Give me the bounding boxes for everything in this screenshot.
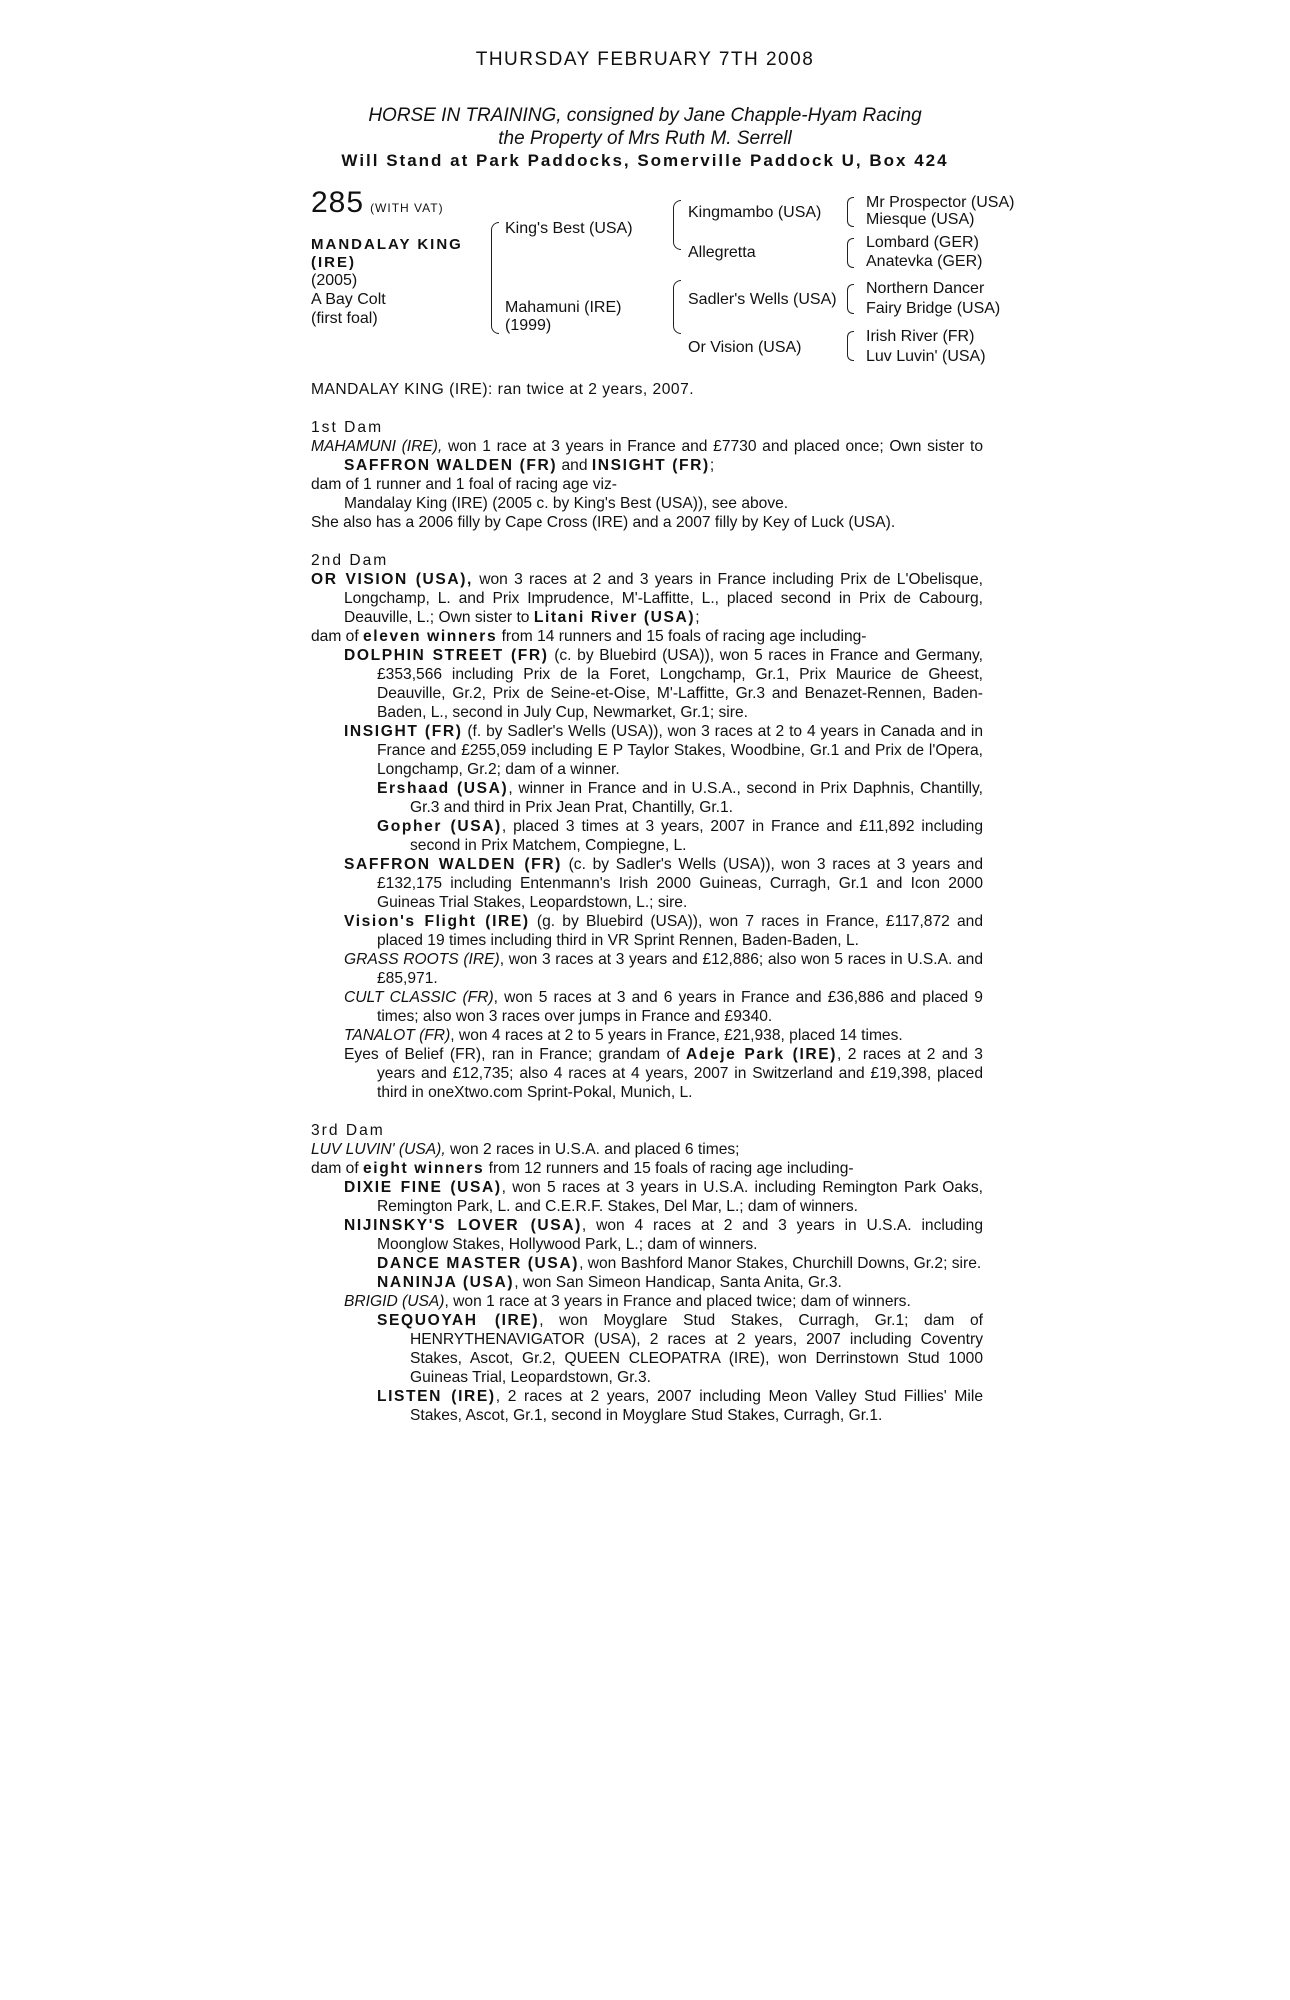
ped-sds: Lombard (GER)	[866, 234, 979, 251]
vat-note: (WITH VAT)	[370, 201, 444, 215]
progeny-name: Eyes of Belief (FR), ran in France; grandam of	[344, 1046, 686, 1063]
horse-year: (2005)	[311, 272, 358, 289]
progeny-entry: NIJINSKY'S LOVER (USA), won 4 races at 2 and 3 years in U.S.A. including Moonglow Stakes, Hollywood Park, L.; dam of winners.	[344, 1217, 983, 1253]
progeny-entry: SAFFRON WALDEN (FR) (c. by Sadler's Wells (USA)), won 3 races at 3 years and £132,175 including Entenmann's Irish 2000 Guineas, Curragh, Gr.1 and Icon 2000 Guineas Trial Stakes, Leopardstown, L.; sire.	[344, 856, 983, 911]
horse-note: (first foal)	[311, 310, 378, 327]
sibling-insight: INSIGHT (FR)	[591, 457, 710, 474]
progeny-name: CULT CLASSIC (FR)	[344, 989, 494, 1006]
third-dam-heading: 3rd Dam	[311, 1122, 385, 1139]
progeny-name: TANALOT (FR)	[344, 1027, 451, 1044]
progeny-name: SEQUOYAH (IRE)	[377, 1312, 540, 1329]
progeny-name: INSIGHT (FR)	[344, 723, 463, 740]
catalogue-text	[311, 380, 983, 1425]
dam-year: (1999)	[505, 317, 552, 334]
consignor-line: HORSE IN TRAINING, consigned by Jane Chapple-Hyam Racing	[368, 105, 922, 126]
second-dam-heading: 2nd Dam	[311, 552, 389, 569]
progeny-entry: CULT CLASSIC (FR), won 5 races at 3 and 6 years in France and £36,886 and placed 9 times; also won 3 races over jumps in France and £9340.	[344, 989, 983, 1025]
progeny-name: Ershaad (USA)	[377, 780, 509, 797]
dam-parents-brace	[673, 280, 681, 334]
third-dam-produce: dam of eight winners from 12 runners and 15 foals of racing age including-	[311, 1160, 854, 1177]
progeny-name: NANINJA (USA)	[377, 1274, 515, 1291]
third-dam-paragraph: LUV LUVIN' (USA), won 2 races in U.S.A. and placed 6 times;	[311, 1141, 740, 1158]
ped-dss: Northern Dancer	[866, 280, 985, 297]
dam-dam: Or Vision (USA)	[688, 339, 802, 356]
third-dam-name: LUV LUVIN' (USA),	[311, 1141, 446, 1158]
third-dam-progeny	[311, 1178, 983, 1425]
progeny-name: DOLPHIN STREET (FR)	[344, 647, 549, 664]
progeny-entry: DANCE MASTER (USA), won Bashford Manor Stakes, Churchill Downs, Gr.2; sire.	[377, 1255, 982, 1272]
sister-litani-river: Litani River (USA)	[533, 609, 696, 626]
brace-or-vision	[847, 331, 854, 361]
progeny-entry: SEQUOYAH (IRE), won Moyglare Stud Stakes, Curragh, Gr.1; dam of HENRYTHENAVIGATOR (USA), 2 races at 2 years, 2007 including Coventry Stakes, Ascot, Gr.2, QUEEN CLEOPATRA (IRE), won Derrinstown Stud 1000 Guineas Trial, Leopardstown, Gr.3.	[377, 1312, 983, 1386]
progeny-entry: DOLPHIN STREET (FR) (c. by Bluebird (USA)), won 5 races in France and Germany, £353,566 including Prix de la Foret, Longchamp, Gr.1, Prix Maurice de Gheest, Deauville, Gr.2, Prix de Seine-et-Oise, M'-Laffitte, Gr.3 and Benazet-Rennen, Baden-Baden, L., second in July Cup, Newmarket, Gr.1; sire.	[344, 647, 983, 721]
progeny-name: DIXIE FINE (USA)	[344, 1179, 502, 1196]
sire-dam: Allegretta	[688, 244, 756, 261]
stabling-line: Will Stand at Park Paddocks, Somerville Paddock U, Box 424	[341, 151, 949, 170]
ped-dsd: Fairy Bridge (USA)	[866, 300, 1001, 317]
second-dam-progeny	[311, 646, 983, 1102]
ped-sdd: Anatevka (GER)	[866, 253, 983, 270]
progeny-entry: BRIGID (USA), won 1 race at 3 years in France and placed twice; dam of winners.	[344, 1293, 911, 1310]
progeny-name: Gopher (USA)	[377, 818, 502, 835]
progeny-entry: GRASS ROOTS (IRE), won 3 races at 3 years and £12,886; also won 5 races in U.S.A. and £85,971.	[344, 951, 983, 987]
ped-dds: Irish River (FR)	[866, 328, 975, 345]
progeny-entry: DIXIE FINE (USA), won 5 races at 3 years in U.S.A. including Remington Park Oaks, Remington Park, L. and C.E.R.F. Stakes, Del Mar, L.; dam of winners.	[344, 1179, 983, 1215]
progeny-name: NIJINSKY'S LOVER (USA)	[344, 1217, 582, 1234]
pedigree-table	[311, 186, 1031, 372]
first-dam-also: She also has a 2006 filly by Cape Cross (IRE) and a 2007 filly by Key of Luck (USA).	[311, 514, 896, 531]
horse-description: A Bay Colt	[311, 291, 386, 308]
dam: Mahamuni (IRE)	[505, 299, 622, 316]
horse-name: MANDALAY KING	[311, 236, 463, 253]
lot-heading	[311, 186, 444, 219]
sire-parents-brace	[673, 200, 681, 250]
ped-ddd: Luv Luvin' (USA)	[866, 348, 986, 365]
second-dam-paragraph: OR VISION (USA), won 3 races at 2 and 3 years in France including Prix de L'Obelisque, Longchamp, L. and Prix Imprudence, M'-Laffitte, L., placed second in Prix de Cabourg, Deauville, L.; Own sister to Litani River (USA);	[311, 571, 984, 626]
brace-kingmambo	[847, 197, 854, 227]
second-dam-produce: dam of eleven winners from 14 runners and 15 foals of racing age including-	[311, 628, 867, 645]
lot-number: 285	[311, 186, 365, 219]
first-dam-heading: 1st Dam	[311, 419, 384, 436]
ped-ssd: Miesque (USA)	[866, 211, 975, 228]
property-line: the Property of Mrs Ruth M. Serrell	[498, 128, 792, 149]
progeny-entry: TANALOT (FR), won 4 races at 2 to 5 years in France, £21,938, placed 14 times.	[344, 1027, 903, 1044]
horse-country: (IRE)	[311, 254, 356, 271]
sire-sire: Kingmambo (USA)	[688, 204, 822, 221]
brace-allegretta	[847, 238, 854, 268]
progeny-entry: Eyes of Belief (FR), ran in France; grandam of Adeje Park (IRE), 2 races at 2 and 3 years and £12,735; also 4 races at 4 years, 2007 in Switzerland and £19,398, placed third in oneXtwo.com Sprint-Pokal, Munich, L.	[344, 1046, 983, 1101]
second-dam-name: OR VISION (USA),	[311, 571, 473, 588]
progeny-name: DANCE MASTER (USA)	[377, 1255, 580, 1272]
first-dam-produce: dam of 1 runner and 1 foal of racing age viz-	[311, 476, 617, 493]
progeny-entry: INSIGHT (FR) (f. by Sadler's Wells (USA)), won 3 races at 2 to 4 years in Canada and in France and £255,059 including E P Taylor Stakes, Woodbine, Gr.1 and Prix de l'Opera, Longchamp, Gr.2; dam of a winner.	[344, 723, 983, 778]
progeny-entry: LISTEN (IRE), 2 races at 2 years, 2007 including Meon Valley Stud Fillies' Mile Stakes, Ascot, Gr.1, second in Moyglare Stud Stakes, Curragh, Gr.1.	[377, 1388, 983, 1424]
sire: King's Best (USA)	[505, 220, 633, 237]
progeny-entry: Ershaad (USA), winner in France and in U.S.A., second in Prix Daphnis, Chantilly, Gr.3 and third in Prix Jean Prat, Chantilly, Gr.1.	[377, 780, 983, 816]
progeny-name: LISTEN (IRE)	[377, 1388, 496, 1405]
sale-date: THURSDAY FEBRUARY 7TH 2008	[475, 49, 815, 70]
ped-sss: Mr Prospector (USA)	[866, 194, 1015, 211]
progeny-entry: NANINJA (USA), won San Simeon Handicap, Santa Anita, Gr.3.	[377, 1274, 842, 1291]
dam-sire: Sadler's Wells (USA)	[688, 291, 837, 308]
progeny-name: GRASS ROOTS (IRE)	[344, 951, 500, 968]
progeny-name: BRIGID (USA)	[344, 1293, 445, 1310]
race-summary: MANDALAY KING (IRE): ran twice at 2 years, 2007.	[311, 381, 695, 398]
first-dam-foal: Mandalay King (IRE) (2005 c. by King's Best (USA)), see above.	[344, 495, 789, 512]
sire-dam-brace	[491, 222, 499, 334]
first-dam-name: MAHAMUNI (IRE),	[311, 438, 443, 455]
progeny-entry: Vision's Flight (IRE) (g. by Bluebird (USA)), won 7 races in France, £117,872 and placed 19 times including third in VR Sprint Rennen, Baden-Baden, L.	[344, 913, 984, 949]
progeny-name: Vision's Flight (IRE)	[344, 913, 530, 930]
progeny-entry: Gopher (USA), placed 3 times at 3 years, 2007 in France and £11,892 including second in Prix Matchem, Compiegne, L.	[377, 818, 983, 854]
first-dam-paragraph: MAHAMUNI (IRE), won 1 race at 3 years in France and £7730 and placed once; Own sister to SAFFRON WALDEN (FR) and INSIGHT (FR);	[311, 438, 983, 474]
progeny-name: SAFFRON WALDEN (FR)	[344, 856, 562, 873]
brace-sadlers-wells	[847, 284, 854, 314]
sibling-saffron-walden: SAFFRON WALDEN (FR)	[344, 457, 558, 474]
